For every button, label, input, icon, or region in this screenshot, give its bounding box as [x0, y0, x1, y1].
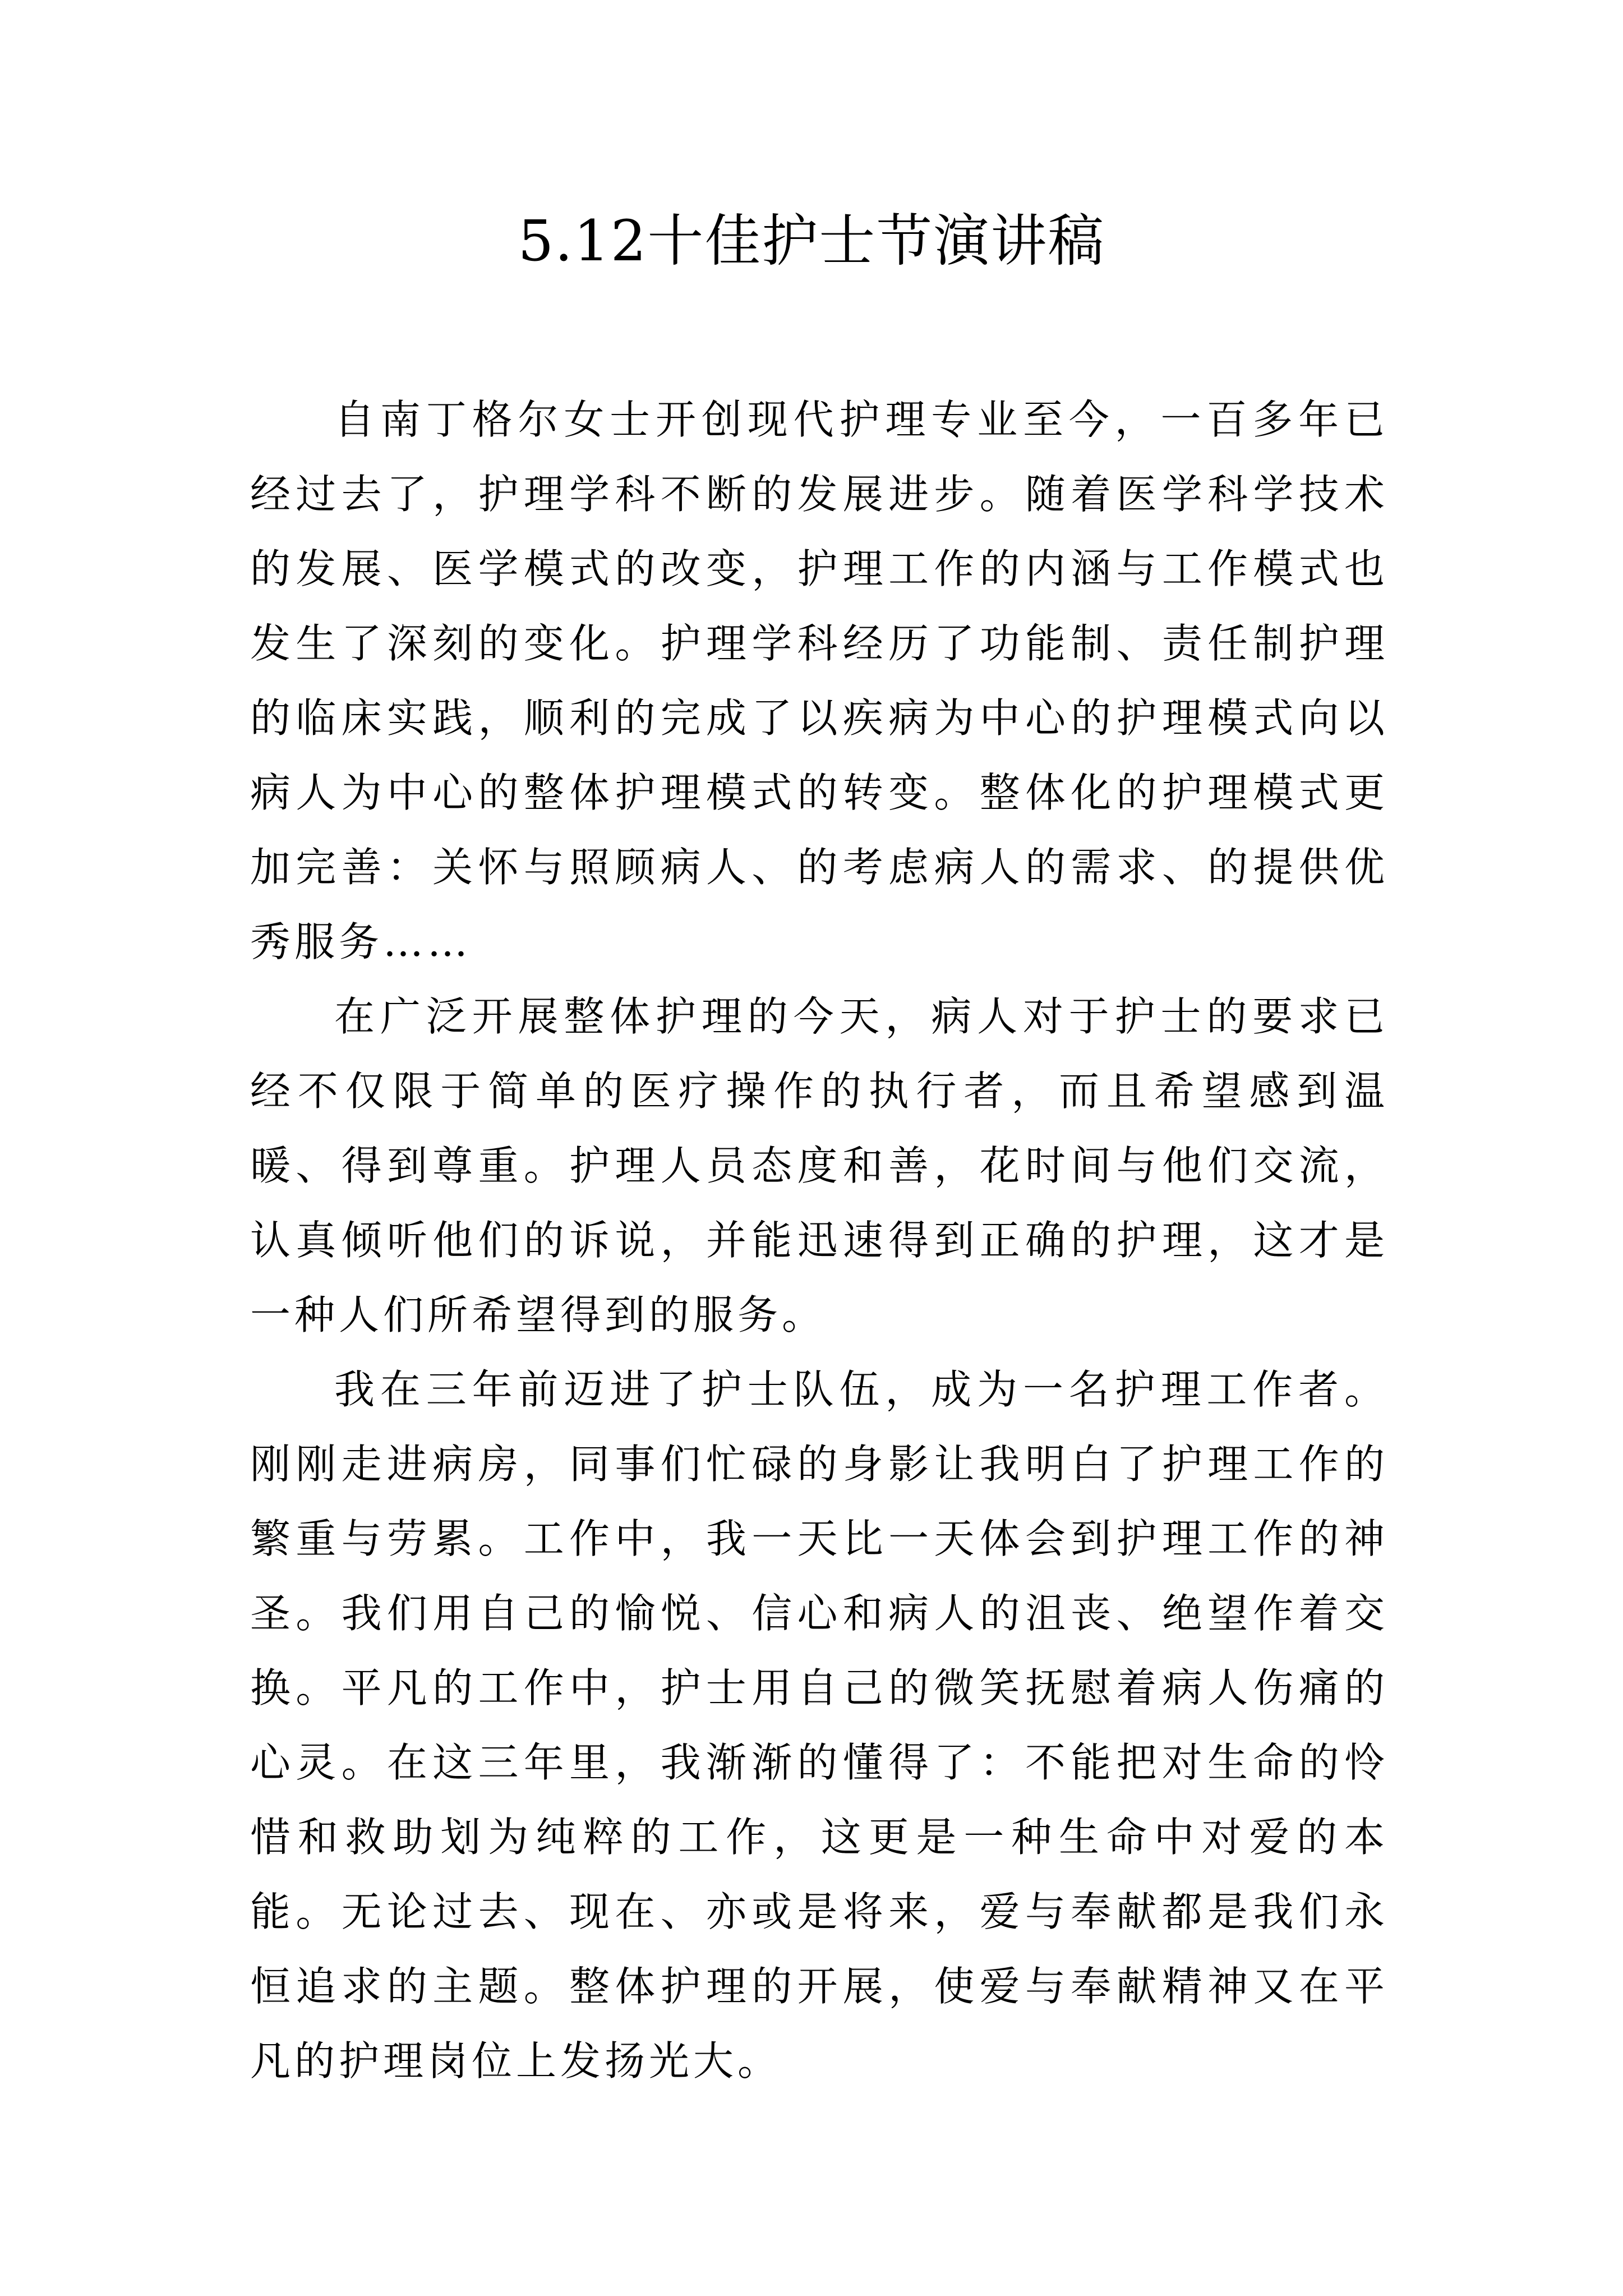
- paragraph-1: 自南丁格尔女士开创现代护理专业至今，一百多年已经过去了，护理学科不断的发展进步。随着医学科学技术的发展、医学模式的改变，护理工作的内涵与工作模式也发生了深刻的变化。护理学科经历了功能制、责任制护理的临床实践，顺利的完成了以疾病为中心的护理模式向以病人为中心的整体护理模式的转变。整体化的护理模式更加完善：关怀与照顾病人、的考虑病人的需求、的提供优秀服务……: [250, 396, 1389, 965]
- document-body: [250, 383, 1389, 2099]
- document-title: 5.12十佳护士节演讲稿: [518, 208, 1105, 274]
- paragraph-3: 我在三年前迈进了护士队伍，成为一名护理工作者。刚刚走进病房，同事们忙碌的身影让我明白了护理工作的繁重与劳累。工作中，我一天比一天体会到护理工作的神圣。我们用自己的愉悦、信心和病人的沮丧、绝望作着交换。平凡的工作中，护士用自己的微笑抚慰着病人伤痛的心灵。在这三年里，我渐渐的懂得了：不能把对生命的怜惜和救助划为纯粹的工作，这更是一种生命中对爱的本能。无论过去、现在、亦或是将来，爱与奉献都是我们永恒追求的主题。整体护理的开展，使爱与奉献精神又在平凡的护理岗位上发扬光大。: [250, 1366, 1389, 2085]
- paragraph-2: 在广泛开展整体护理的今天，病人对于护士的要求已经不仅限于简单的医疗操作的执行者，而且希望感到温暖、得到尊重。护理人员态度和善，花时间与他们交流，认真倾听他们的诉说，并能迅速得到正确的护理，这才是一种人们所希望得到的服务。: [250, 993, 1389, 1338]
